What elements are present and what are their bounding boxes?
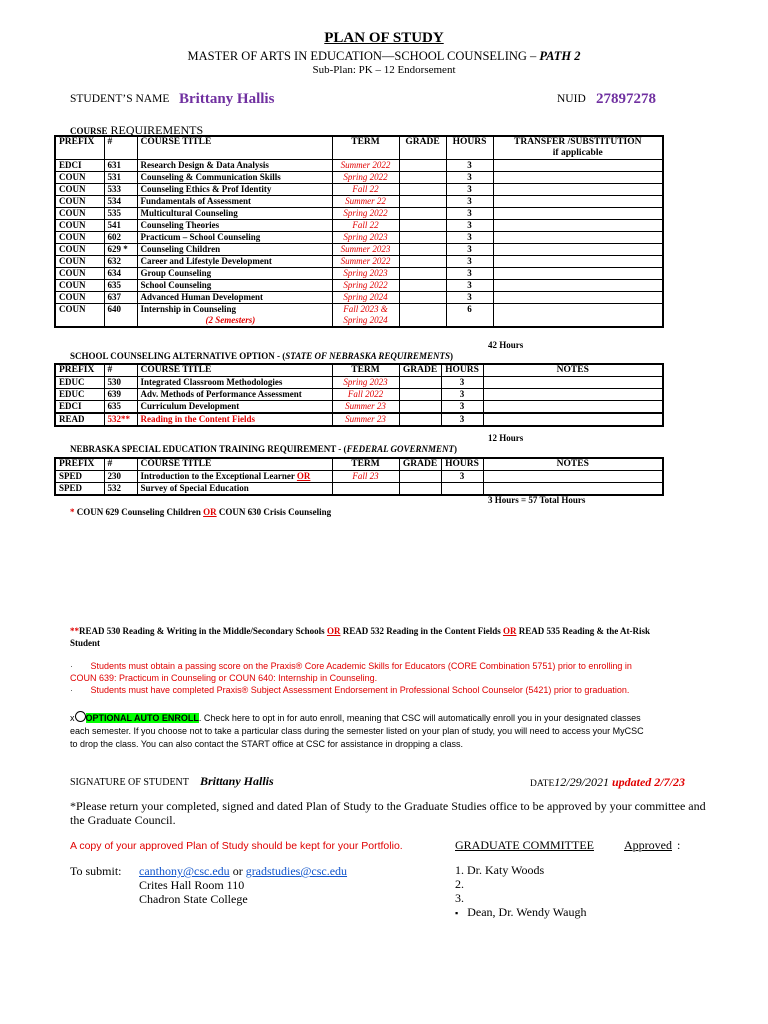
course-prefix: READ	[55, 413, 104, 426]
course-title: Counseling & Communication Skills	[137, 172, 332, 184]
course-term: Summer 23	[332, 401, 399, 414]
course-transfer	[493, 220, 663, 232]
course-title: Counseling Theories	[137, 220, 332, 232]
course-requirements-table	[54, 135, 664, 328]
course-prefix: EDCI	[55, 160, 104, 172]
col-number: #	[104, 458, 137, 471]
table-row	[55, 244, 663, 256]
email-link-canthony[interactable]: canthony@csc.edu	[139, 864, 230, 878]
course-transfer	[493, 244, 663, 256]
course-number: 640	[104, 304, 137, 328]
committee-member: 2.	[455, 877, 464, 891]
course-grade	[399, 184, 446, 196]
approved-label: Approved	[624, 838, 672, 852]
course-term: Fall 23	[332, 471, 399, 483]
col-transfer: TRANSFER /SUBSTITUTION if applicable	[493, 136, 663, 160]
nuid-label: NUID	[557, 93, 586, 105]
course-requirements-heading: COURSE REQUIREMENTS	[70, 123, 204, 137]
col-hours: HOURS	[441, 364, 483, 377]
submit-label: To submit:	[70, 864, 122, 878]
course-number: 530	[104, 377, 137, 389]
table-row	[55, 304, 663, 328]
course-title: Career and Lifestyle Development	[137, 256, 332, 268]
course-prefix: COUN	[55, 292, 104, 304]
course-prefix: EDUC	[55, 377, 104, 389]
table-row	[55, 184, 663, 196]
course-hours: 3	[446, 244, 493, 256]
committee-dean: ▪ Dean, Dr. Wendy Waugh	[455, 905, 587, 919]
table-row	[55, 377, 663, 389]
course-hours: 3	[446, 160, 493, 172]
course-hours: 6	[446, 304, 493, 328]
course-term: Summer 22	[332, 196, 399, 208]
table-row	[55, 280, 663, 292]
course-grade	[399, 304, 446, 328]
course-title: Group Counseling	[137, 268, 332, 280]
course-number: 634	[104, 268, 137, 280]
col-term: TERM	[332, 136, 399, 160]
course-number: 635	[104, 401, 137, 414]
course-prefix: COUN	[55, 244, 104, 256]
course-title: Counseling Children	[137, 244, 332, 256]
auto-enroll-label: OPTIONAL AUTO ENROLL	[85, 713, 199, 723]
subplan: Sub-Plan: PK – 12 Endorsement	[312, 64, 456, 76]
course-transfer	[493, 256, 663, 268]
course-grade	[399, 208, 446, 220]
course-term: Fall 22	[332, 184, 399, 196]
course-number: 230	[104, 471, 137, 483]
committee-members	[455, 863, 586, 920]
signature-date: DATE12/29/2021 updated 2/7/23	[530, 775, 685, 789]
course-prefix: COUN	[55, 232, 104, 244]
col-number: #	[104, 136, 137, 160]
course-term: Spring 2022	[332, 280, 399, 292]
table-row	[55, 220, 663, 232]
course-number: 531	[104, 172, 137, 184]
course-transfer	[493, 232, 663, 244]
committee-member: 3.	[455, 891, 464, 905]
col-prefix: PREFIX	[55, 136, 104, 160]
course-grade	[399, 401, 441, 414]
table-row	[55, 471, 663, 483]
col-course-title: COURSE TITLE	[137, 364, 332, 377]
course-prefix: COUN	[55, 172, 104, 184]
email-link-gradstudies[interactable]: gradstudies@csc.edu	[245, 864, 348, 878]
course-title: Research Design & Data Analysis	[137, 160, 332, 172]
footnote-coun-629: * COUN 629 Counseling Children OR COUN 630 Crisis Counseling	[70, 507, 332, 517]
table-row	[55, 389, 663, 401]
course-term: Spring 2022	[332, 172, 399, 184]
course-prefix: COUN	[55, 280, 104, 292]
course-hours: 3	[446, 172, 493, 184]
course-notes	[483, 401, 663, 414]
table-row	[55, 256, 663, 268]
course-prefix: SPED	[55, 483, 104, 496]
col-notes: NOTES	[483, 458, 663, 471]
course-term: Spring 2023	[332, 377, 399, 389]
table-row	[55, 268, 663, 280]
course-prefix: EDCI	[55, 401, 104, 414]
col-course-title: COURSE TITLE	[137, 136, 332, 160]
course-prefix: COUN	[55, 220, 104, 232]
praxis-core-item: · Students must obtain a passing score on the Praxis® Core Academic Skills for Educators (CORE Combination 5751) prior to enrolling in COUN 639: Practicum in Counseling or COUN 640: Internship in Counseling.	[70, 661, 632, 683]
course-title: Internship in Counseling (2 Semesters)	[137, 304, 332, 328]
course-term: Spring 2023	[332, 268, 399, 280]
address-line: Chadron State College	[139, 892, 248, 906]
course-title: Advanced Human Development	[137, 292, 332, 304]
course-transfer	[493, 172, 663, 184]
course-grade	[399, 244, 446, 256]
course-hours: 3	[446, 280, 493, 292]
course-hours	[441, 483, 483, 496]
course-transfer	[493, 184, 663, 196]
col-hours: HOURS	[446, 136, 493, 160]
course-term: Fall 2022	[332, 389, 399, 401]
course-transfer	[493, 292, 663, 304]
course-title: Integrated Classroom Methodologies	[137, 377, 332, 389]
course-term: Fall 2023 & Spring 2024	[332, 304, 399, 328]
table-header-row	[55, 136, 663, 160]
address-line: Crites Hall Room 110	[139, 878, 245, 892]
course-term: Spring 2024	[332, 292, 399, 304]
student-name-label: STUDENT’S NAME	[70, 93, 170, 105]
student-name: Brittany Hallis	[179, 91, 275, 107]
course-notes	[483, 377, 663, 389]
course-term: Summer 2022	[332, 256, 399, 268]
course-grade	[399, 268, 446, 280]
course-hours: 3	[446, 184, 493, 196]
portfolio-note: A copy of your approved Plan of Study should be kept for your Portfolio.	[70, 840, 403, 852]
table-row	[55, 413, 663, 426]
course-title: Practicum – School Counseling	[137, 232, 332, 244]
course-notes	[483, 413, 663, 426]
course-title: School Counseling	[137, 280, 332, 292]
col-notes: NOTES	[483, 364, 663, 377]
section2-total: 12 Hours	[488, 433, 524, 443]
course-notes	[483, 483, 663, 496]
course-transfer	[493, 196, 663, 208]
course-term: Fall 22	[332, 220, 399, 232]
table-row	[55, 160, 663, 172]
course-transfer	[493, 160, 663, 172]
course-grade	[399, 483, 441, 496]
course-hours: 3	[446, 220, 493, 232]
course-grade	[399, 292, 446, 304]
table-row	[55, 232, 663, 244]
course-hours: 3	[446, 292, 493, 304]
section1-total: 42 Hours	[488, 340, 524, 350]
special-education-table	[54, 457, 664, 496]
course-number: 602	[104, 232, 137, 244]
course-grade	[399, 220, 446, 232]
table-header-row	[55, 364, 663, 377]
committee-heading: GRADUATE COMMITTEE	[455, 838, 594, 852]
course-grade	[399, 377, 441, 389]
course-prefix: COUN	[55, 184, 104, 196]
signature-name: Brittany Hallis	[200, 774, 274, 788]
alternative-option-heading: SCHOOL COUNSELING ALTERNATIVE OPTION - (STATE OF NEBRASKA REQUIREMENTS)	[70, 351, 453, 361]
return-instructions: *Please return your completed, signed and dated Plan of Study to the Graduate Studies office to be approved by your committee and the Graduate Council.	[70, 799, 706, 827]
course-number: 541	[104, 220, 137, 232]
col-course-title: COURSE TITLE	[137, 458, 332, 471]
course-transfer	[493, 208, 663, 220]
course-notes	[483, 471, 663, 483]
course-term	[332, 483, 399, 496]
course-hours: 3	[446, 256, 493, 268]
course-term: Spring 2022	[332, 208, 399, 220]
special-education-heading: NEBRASKA SPECIAL EDUCATION TRAINING REQUIREMENT - (FEDERAL GOVERNMENT)	[70, 444, 457, 454]
committee-member: 1. Dr. Katy Woods	[455, 863, 545, 877]
course-prefix: COUN	[55, 304, 104, 328]
alternative-option-table	[54, 363, 664, 427]
course-term: Summer 2023	[332, 244, 399, 256]
table-row	[55, 292, 663, 304]
submit-details: canthony@csc.edu or gradstudies@csc.edu Crites Hall Room 110 Chadron State College	[139, 864, 348, 906]
col-number: #	[104, 364, 137, 377]
col-grade: GRADE	[399, 364, 441, 377]
course-title: Fundamentals of Assessment	[137, 196, 332, 208]
course-transfer	[493, 280, 663, 292]
course-transfer	[493, 304, 663, 328]
col-grade: GRADE	[399, 458, 441, 471]
page-title: PLAN OF STUDY	[324, 30, 444, 46]
course-title: Counseling Ethics & Prof Identity	[137, 184, 332, 196]
course-prefix: COUN	[55, 196, 104, 208]
table-row	[55, 208, 663, 220]
course-number: 639	[104, 389, 137, 401]
course-term: Summer 23	[332, 413, 399, 426]
course-hours: 3	[446, 196, 493, 208]
course-grade	[399, 471, 441, 483]
graduate-committee	[455, 838, 685, 853]
course-grade	[399, 413, 441, 426]
course-number: 532	[104, 483, 137, 496]
col-prefix: PREFIX	[55, 458, 104, 471]
course-hours: 3	[446, 268, 493, 280]
course-number: 532**	[104, 413, 137, 426]
course-hours: 3	[441, 389, 483, 401]
table-row	[55, 172, 663, 184]
course-hours: 3	[441, 401, 483, 414]
course-grade	[399, 256, 446, 268]
course-title: Reading in the Content Fields	[137, 413, 332, 426]
course-hours: 3	[446, 232, 493, 244]
course-prefix: SPED	[55, 471, 104, 483]
course-hours: 3	[441, 471, 483, 483]
course-prefix: COUN	[55, 268, 104, 280]
course-title: Curriculum Development	[137, 401, 332, 414]
table-header-row	[55, 458, 663, 471]
course-number: 533	[104, 184, 137, 196]
course-prefix: COUN	[55, 256, 104, 268]
table-row	[55, 483, 663, 496]
course-number: 534	[104, 196, 137, 208]
footnote-read-courses: **READ 530 Reading & Writing in the Middle/Secondary Schools OR READ 532 Reading in the Content Fields OR READ 535 Reading & the At-Risk Student	[70, 626, 650, 648]
auto-enroll-section: x OPTIONAL AUTO ENROLL. Check here to opt in for auto enroll, meaning that CSC will automatically enroll you in your designated classes each semester. If you choose not to take a particular class during the semester listed on your plan of study, you will need to access your MyCSC to drop the class. You can also contact the START office at CSC for assistance in dropping a class.	[70, 713, 644, 749]
course-transfer	[493, 268, 663, 280]
course-grade	[399, 196, 446, 208]
course-term: Spring 2023	[332, 232, 399, 244]
course-title: Multicultural Counseling	[137, 208, 332, 220]
course-notes	[483, 389, 663, 401]
course-number: 637	[104, 292, 137, 304]
col-term: TERM	[332, 458, 399, 471]
col-hours: HOURS	[441, 458, 483, 471]
course-hours: 3	[441, 377, 483, 389]
course-grade	[399, 172, 446, 184]
course-number: 629 *	[104, 244, 137, 256]
course-prefix: EDUC	[55, 389, 104, 401]
program-subtitle: MASTER OF ARTS IN EDUCATION—SCHOOL COUNSELING – PATH 2	[187, 49, 581, 63]
col-term: TERM	[332, 364, 399, 377]
course-number: 631	[104, 160, 137, 172]
course-grade	[399, 389, 441, 401]
table-row	[55, 401, 663, 414]
course-hours: 3	[441, 413, 483, 426]
course-term: Summer 2022	[332, 160, 399, 172]
col-prefix: PREFIX	[55, 364, 104, 377]
course-number: 535	[104, 208, 137, 220]
praxis-subject-item: · Students must have completed Praxis® Subject Assessment Endorsement in Professional School Counselor (5421) prior to graduation.	[70, 685, 630, 695]
course-grade	[399, 160, 446, 172]
course-title: Introduction to the Exceptional Learner OR	[137, 471, 332, 483]
col-grade: GRADE	[399, 136, 446, 160]
table-row	[55, 196, 663, 208]
course-grade	[399, 280, 446, 292]
course-prefix: COUN	[55, 208, 104, 220]
course-number: 632	[104, 256, 137, 268]
auto-enroll-checkbox[interactable]: x	[70, 713, 86, 723]
course-grade	[399, 232, 446, 244]
praxis-requirements	[70, 660, 750, 696]
section3-total: 3 Hours = 57 Total Hours	[488, 495, 586, 505]
approved-colon: :	[677, 838, 681, 852]
course-title: Adv. Methods of Performance Assessment	[137, 389, 332, 401]
course-title: Survey of Special Education	[137, 483, 332, 496]
signature-label: SIGNATURE OF STUDENT	[70, 777, 189, 788]
course-number: 635	[104, 280, 137, 292]
course-hours: 3	[446, 208, 493, 220]
nuid-value: 27897278	[596, 91, 656, 107]
